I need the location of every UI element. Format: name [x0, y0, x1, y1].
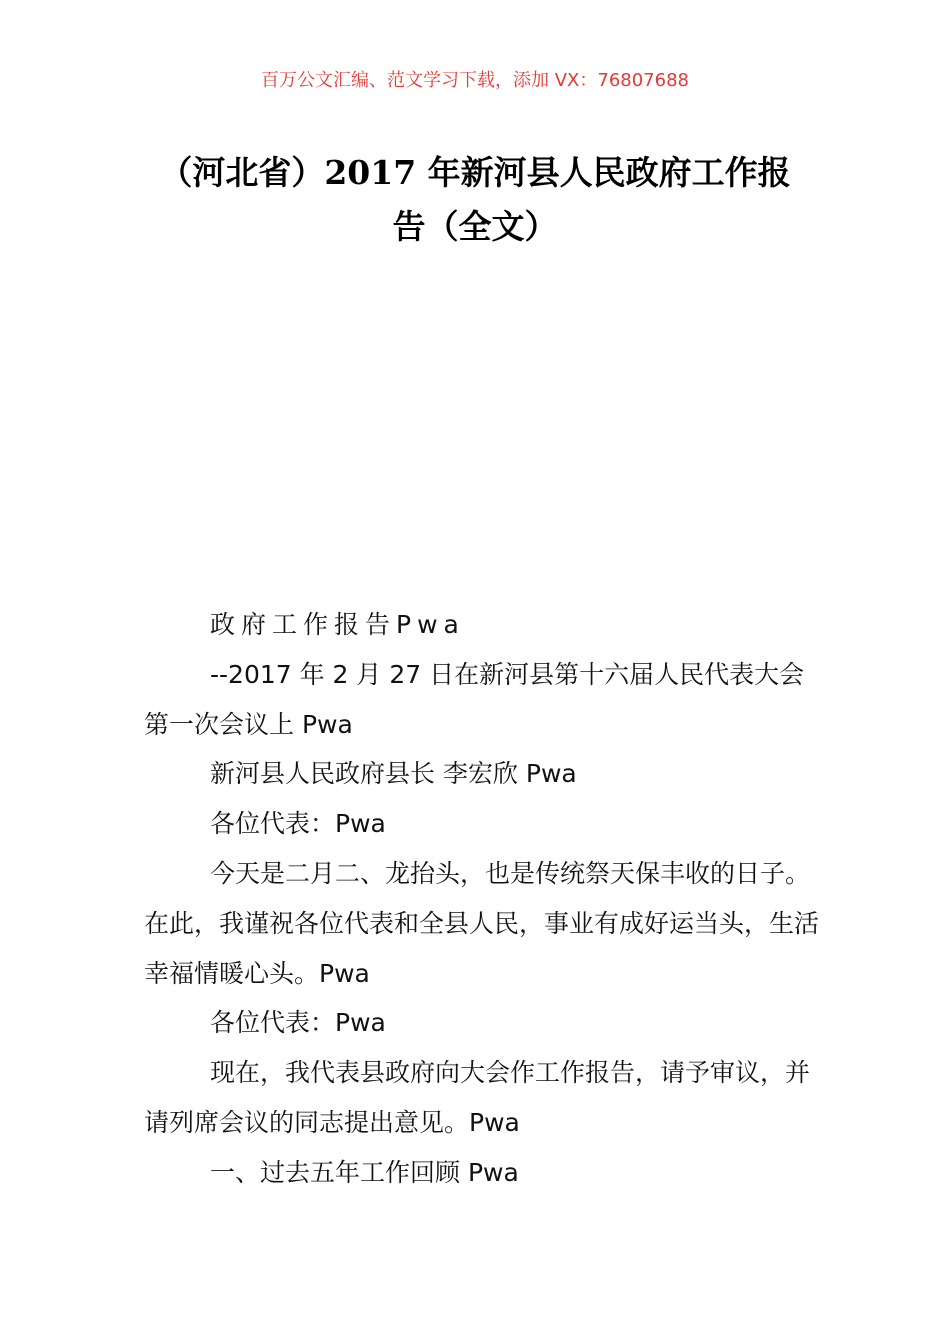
report-heading: 政府工作报告Pwa	[210, 610, 465, 639]
document-body	[144, 600, 824, 1198]
opening-paragraph: 今天是二月二、龙抬头，也是传统祭天保丰收的日子。在此，我谨祝各位代表和全县人民，事业有成好运当头，生活幸福情暖心头。Pwa	[144, 858, 820, 988]
speaker-line: 新河县人民政府县长 李宏欣 Pwa	[210, 759, 577, 789]
document-title	[150, 146, 800, 254]
section-heading: 一、过去五年工作回顾 Pwa	[210, 1157, 519, 1187]
report-intro-paragraph: 现在，我代表县政府向大会作工作报告，请予审议，并请列席会议的同志提出意见。Pwa	[144, 1058, 811, 1137]
salutation: 各位代表：Pwa	[210, 1008, 386, 1038]
salutation: 各位代表：Pwa	[210, 809, 386, 839]
meeting-date-line: --2017 年 2 月 27 日在新河县第十六届人民代表大会第一次会议上 Pwa	[144, 659, 805, 739]
title-line-1: （河北省）2017 年新河县人民政府工作报	[159, 153, 791, 192]
title-line-2: 告（全文）	[392, 207, 558, 246]
header-watermark-note: 百万公文汇编、范文学习下载，添加 VX：76807688	[261, 70, 689, 91]
